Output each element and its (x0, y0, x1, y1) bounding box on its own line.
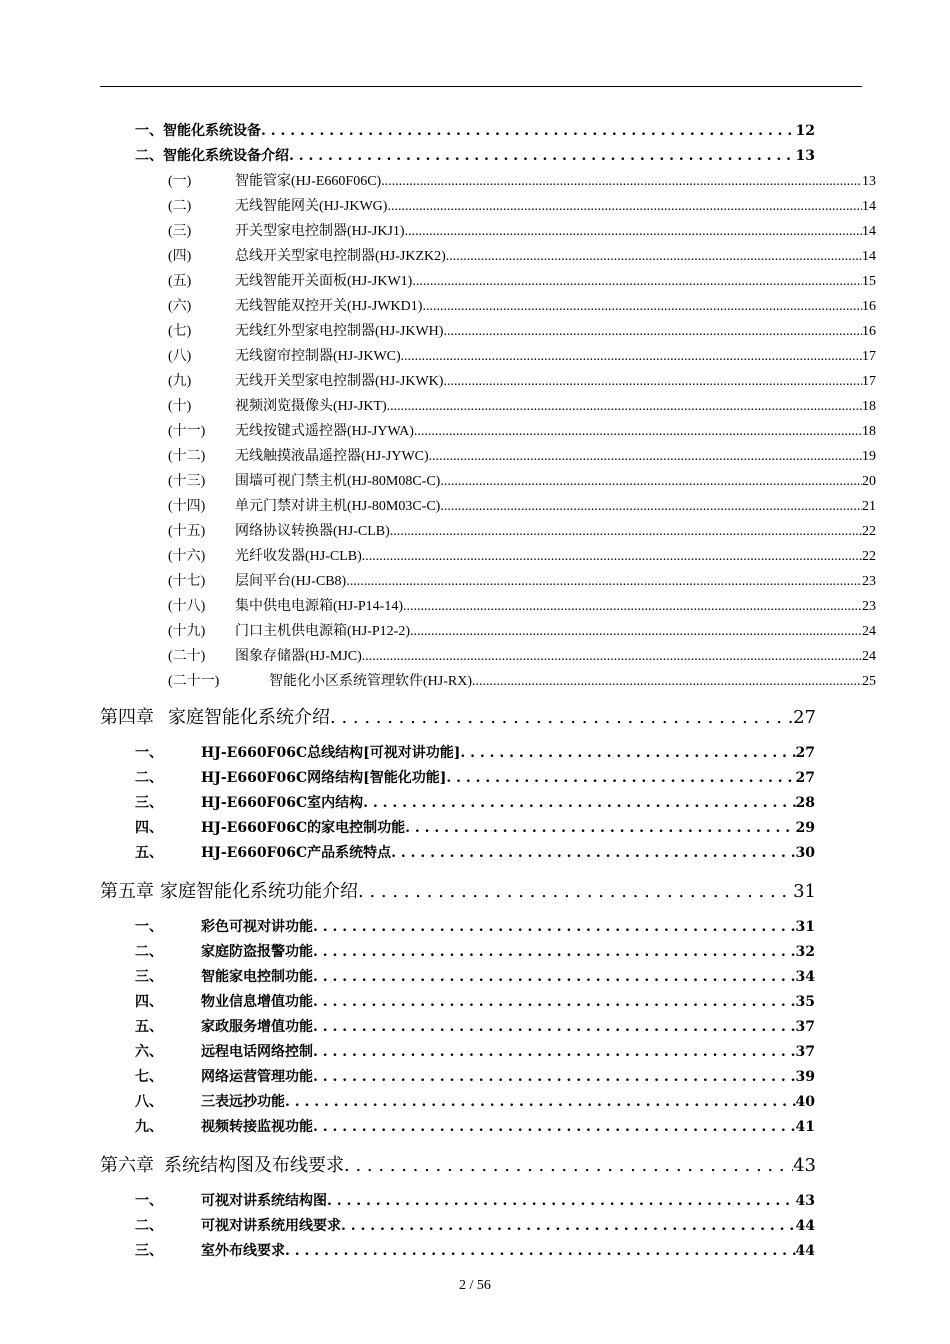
toc-entry-section[interactable] (135, 792, 815, 816)
toc-leader-dots (412, 274, 862, 290)
toc-entry-title: 无线窗帘控制器(HJ-JKWC) (235, 349, 401, 364)
toc-leader-dots (410, 624, 862, 640)
toc-entry-marker: (十) (168, 399, 192, 414)
toc-leader-dots (443, 324, 862, 340)
toc-leader-dots (387, 199, 862, 215)
toc-leader-dots (401, 349, 862, 365)
toc-entry-marker: (一) (168, 174, 192, 189)
toc-entry-device[interactable] (168, 370, 876, 394)
toc-entry-page: 30 (795, 845, 815, 861)
toc-entry-title: 室外布线要求 (201, 1243, 285, 1259)
toc-entry-title: 无线触摸液晶遥控器(HJ-JYWC) (235, 449, 429, 464)
toc-entry-marker: 二、 (135, 148, 163, 164)
toc-entry-title: HJ-E660F06C网络结构[智能化功能] (201, 770, 447, 786)
toc-entry-marker: (四) (168, 249, 192, 264)
toc-entry-section[interactable] (135, 1215, 815, 1239)
toc-entry-title: 可视对讲系统结构图 (201, 1193, 327, 1209)
toc-entry-page: 31 (795, 919, 815, 935)
toc-entry-page: 13 (795, 148, 815, 164)
toc-leader-dots (341, 1218, 796, 1234)
toc-entry-page: 22 (862, 524, 876, 539)
toc-chapter-marker: 第四章 (100, 707, 154, 728)
toc-entry-title: 视频转接监视功能 (201, 1119, 313, 1135)
toc-entry-section[interactable] (135, 966, 815, 990)
toc-entry-section[interactable] (135, 991, 815, 1015)
toc-leader-dots (472, 674, 862, 690)
toc-entry-marker: 四、 (135, 994, 163, 1010)
toc-entry-marker: (七) (168, 324, 192, 339)
toc-leader-dots (391, 845, 795, 861)
toc-leader-dots (358, 881, 793, 902)
toc-entry-page: 28 (795, 795, 815, 811)
toc-entry-marker: (十二) (168, 449, 206, 464)
toc-entry-page: 29 (795, 820, 815, 836)
toc-entry-section[interactable] (135, 1240, 815, 1264)
toc-entry-section[interactable] (135, 120, 815, 144)
toc-leader-dots (313, 919, 796, 935)
toc-entry-page: 25 (862, 674, 876, 689)
toc-entry-marker: (十一) (168, 424, 206, 439)
toc-leader-dots (390, 524, 862, 540)
toc-entry-title: 可视对讲系统用线要求 (201, 1218, 341, 1234)
toc-entry-marker: 五、 (135, 845, 163, 861)
toc-entry-page: 39 (795, 1069, 815, 1085)
toc-entry-page: 13 (862, 174, 876, 189)
toc-entry-page: 17 (862, 349, 876, 364)
toc-entry-page: 22 (862, 549, 876, 564)
toc-chapter-marker: 第五章 (100, 881, 154, 902)
toc-entry-section[interactable] (135, 1016, 815, 1040)
toc-entry-page: 32 (795, 944, 815, 960)
toc-entry-section[interactable] (135, 1190, 815, 1214)
toc-leader-dots (422, 299, 862, 315)
toc-entry-device[interactable] (168, 245, 876, 269)
toc-entry-marker: 二、 (135, 1218, 163, 1234)
toc-leader-dots (446, 770, 795, 786)
toc-chapter-page: 43 (793, 1155, 816, 1176)
toc-entry-page: 35 (795, 994, 815, 1010)
header-rule (100, 86, 862, 87)
toc-chapter-title: 家庭智能化系统介绍 (168, 707, 330, 728)
toc-entry-marker: 三、 (135, 969, 163, 985)
toc-entry-title: 无线智能开关面板(HJ-JKW1) (235, 274, 413, 289)
toc-entry-page: 12 (795, 123, 815, 139)
toc-entry-title: 远程电话网络控制 (201, 1044, 313, 1060)
toc-entry-marker: (五) (168, 274, 192, 289)
toc-entry-title: 无线红外型家电控制器(HJ-JKWH) (235, 324, 444, 339)
toc-leader-dots (363, 795, 795, 811)
toc-leader-dots (443, 374, 862, 390)
toc-leader-dots (414, 424, 862, 440)
toc-entry-marker: (六) (168, 299, 192, 314)
toc-entry-marker: 九、 (135, 1119, 163, 1135)
toc-entry-page: 18 (862, 424, 876, 439)
toc-entry-page: 41 (795, 1119, 815, 1135)
toc-entry-section[interactable] (135, 1091, 815, 1115)
toc-entry-marker: (三) (168, 224, 192, 239)
toc-entry-page: 24 (862, 624, 876, 639)
toc-entry-page: 27 (795, 745, 815, 761)
toc-entry-device[interactable] (168, 445, 876, 469)
toc-entry-device[interactable] (168, 420, 876, 444)
toc-entry-section[interactable] (135, 767, 815, 791)
toc-entry-device[interactable] (168, 545, 876, 569)
toc-leader-dots (346, 574, 862, 590)
toc-entry-page: 34 (795, 969, 815, 985)
toc-entry-title: 智能化小区系统管理软件(HJ-RX) (269, 674, 472, 689)
toc-entry-page: 44 (795, 1243, 815, 1259)
toc-entry-device[interactable] (168, 595, 876, 619)
toc-entry-section[interactable] (135, 1066, 815, 1090)
toc-entry-marker: 三、 (135, 1243, 163, 1259)
toc-entry-marker: (十九) (168, 624, 206, 639)
toc-entry-title: 彩色可视对讲功能 (201, 919, 313, 935)
toc-entry-title: 光纤收发器(HJ-CLB) (235, 549, 362, 564)
toc-entry-title: HJ-E660F06C产品系统特点 (201, 845, 392, 861)
toc-entry-marker: 七、 (135, 1069, 163, 1085)
toc-entry-title: 无线按键式遥控器(HJ-JYWA) (235, 424, 414, 439)
toc-entry-marker: (二十) (168, 649, 206, 664)
toc-entry-title: 总线开关型家电控制器(HJ-JKZK2) (235, 249, 446, 264)
toc-leader-dots (405, 820, 795, 836)
toc-entry-title: 智能化系统设备介绍 (163, 148, 289, 164)
toc-entry-page: 40 (795, 1094, 815, 1110)
toc-entry-chapter[interactable] (100, 1151, 816, 1179)
toc-entry-marker: (十六) (168, 549, 206, 564)
toc-entry-title: 网络运营管理功能 (201, 1069, 313, 1085)
toc-entry-page: 21 (862, 499, 876, 514)
toc-entry-marker: (二十一) (168, 674, 220, 689)
toc-leader-dots (429, 449, 862, 465)
toc-chapter-marker: 第六章 (100, 1155, 154, 1176)
toc-entry-section[interactable] (135, 1041, 815, 1065)
toc-entry-page: 19 (862, 449, 876, 464)
toc-entry-section[interactable] (135, 742, 815, 766)
toc-entry-marker: 八、 (135, 1094, 163, 1110)
toc-chapter-title: 家庭智能化系统功能介绍 (160, 881, 358, 902)
toc-leader-dots (440, 474, 862, 490)
toc-entry-marker: 五、 (135, 1019, 163, 1035)
toc-chapter-title: 系统结构图及布线要求 (164, 1155, 344, 1176)
toc-entry-marker: (八) (168, 349, 192, 364)
toc-entry-title: 图象存储器(HJ-MJC) (235, 649, 362, 664)
toc-entry-page: 15 (862, 274, 876, 289)
toc-leader-dots (403, 599, 862, 615)
toc-leader-dots (405, 224, 862, 240)
toc-leader-dots (327, 1193, 796, 1209)
toc-entry-page: 43 (795, 1193, 815, 1209)
toc-entry-device[interactable] (168, 320, 876, 344)
toc-entry-marker: 一、 (135, 919, 163, 935)
toc-entry-title: 物业信息增值功能 (201, 994, 313, 1010)
toc-entry-marker: (九) (168, 374, 192, 389)
toc-entry-page: 44 (795, 1218, 815, 1234)
toc-entry-section[interactable] (135, 145, 815, 169)
toc-entry-page: 14 (862, 224, 876, 239)
toc-entry-device[interactable] (168, 670, 876, 694)
toc-entry-title: 三表远抄功能 (201, 1094, 285, 1110)
toc-entry-marker: (十三) (168, 474, 206, 489)
toc-entry-section[interactable] (135, 1116, 815, 1140)
toc-leader-dots (460, 745, 795, 761)
toc-entry-section[interactable] (135, 817, 815, 841)
toc-leader-dots (313, 1069, 796, 1085)
toc-entry-title: 层间平台(HJ-CB8) (235, 574, 347, 589)
toc-leader-dots (285, 1094, 796, 1110)
toc-entry-chapter[interactable] (100, 877, 816, 905)
toc-entry-title: 无线智能双控开关(HJ-JWKD1) (235, 299, 423, 314)
toc-entry-section[interactable] (135, 916, 815, 940)
toc-entry-device[interactable] (168, 345, 876, 369)
toc-entry-title: HJ-E660F06C室内结构 (201, 795, 364, 811)
toc-entry-title: HJ-E660F06C总线结构[可视对讲功能] (201, 745, 461, 761)
toc-leader-dots (387, 399, 862, 415)
toc-entry-title: 家政服务增值功能 (201, 1019, 313, 1035)
toc-entry-page: 23 (862, 599, 876, 614)
toc-entry-title: 无线开关型家电控制器(HJ-JKWK) (235, 374, 444, 389)
toc-entry-title: 家庭防盗报警功能 (201, 944, 313, 960)
toc-entry-title: 单元门禁对讲主机(HJ-80M03C-C) (235, 499, 441, 514)
toc-entry-page: 17 (862, 374, 876, 389)
toc-entry-page: 27 (795, 770, 815, 786)
toc-entry-page: 14 (862, 249, 876, 264)
toc-entry-title: 视频浏览摄像头(HJ-JKT) (235, 399, 387, 414)
toc-leader-dots (313, 1119, 796, 1135)
toc-entry-title: 智能化系统设备 (163, 123, 261, 139)
toc-chapter-page: 31 (793, 881, 816, 902)
toc-entry-marker: 二、 (135, 944, 163, 960)
toc-leader-dots (330, 707, 793, 728)
toc-entry-marker: 二、 (135, 770, 163, 786)
toc-entry-device[interactable] (168, 395, 876, 419)
toc-entry-marker: 一、 (135, 123, 163, 139)
toc-leader-dots (440, 499, 862, 515)
toc-leader-dots (446, 249, 862, 265)
toc-entry-marker: (十七) (168, 574, 206, 589)
toc-entry-marker: 一、 (135, 745, 163, 761)
toc-entry-device[interactable] (168, 195, 876, 219)
toc-entry-page: 18 (862, 399, 876, 414)
toc-entry-chapter[interactable] (100, 703, 816, 731)
toc-leader-dots (285, 1243, 796, 1259)
toc-leader-dots (313, 994, 796, 1010)
toc-entry-marker: 三、 (135, 795, 163, 811)
toc-entry-title: 无线智能网关(HJ-JKWG) (235, 199, 388, 214)
toc-entry-section[interactable] (135, 842, 815, 866)
toc-entry-title: 智能家电控制功能 (201, 969, 313, 985)
toc-entry-marker: (十八) (168, 599, 206, 614)
toc-entry-page: 14 (862, 199, 876, 214)
toc-entry-marker: 四、 (135, 820, 163, 836)
toc-leader-dots (362, 649, 862, 665)
toc-entry-page: 24 (862, 649, 876, 664)
toc-entry-device[interactable] (168, 570, 876, 594)
toc-entry-page: 16 (862, 299, 876, 314)
toc-entry-title: 开关型家电控制器(HJ-JKJ1) (235, 224, 405, 239)
toc-entry-section[interactable] (135, 941, 815, 965)
toc-entry-marker: (二) (168, 199, 192, 214)
toc-entry-device[interactable] (168, 645, 876, 669)
toc-entry-page: 37 (795, 1044, 815, 1060)
toc-leader-dots (313, 969, 796, 985)
toc-entry-device[interactable] (168, 495, 876, 519)
toc-entry-title: 网络协议转换器(HJ-CLB) (235, 524, 390, 539)
toc-entry-page: 20 (862, 474, 876, 489)
toc-entry-marker: (十四) (168, 499, 206, 514)
toc-leader-dots (313, 1019, 796, 1035)
toc-entry-page: 37 (795, 1019, 815, 1035)
toc-entry-device[interactable] (168, 470, 876, 494)
toc-leader-dots (362, 549, 862, 565)
toc-leader-dots (344, 1155, 793, 1176)
toc-entry-page: 23 (862, 574, 876, 589)
toc-entry-marker: 一、 (135, 1193, 163, 1209)
toc-leader-dots (261, 123, 796, 139)
toc-leader-dots (313, 1044, 796, 1060)
toc-entry-title: HJ-E660F06C的家电控制功能 (201, 820, 406, 836)
toc-entry-title: 围墙可视门禁主机(HJ-80M08C-C) (235, 474, 441, 489)
toc-leader-dots (289, 148, 796, 164)
toc-entry-title: 智能管家(HJ-E660F06C) (235, 174, 382, 189)
toc-entry-device[interactable] (168, 270, 876, 294)
toc-entry-marker: (十五) (168, 524, 206, 539)
page-number-indicator: 2 / 56 (459, 1278, 491, 1293)
toc-entry-device[interactable] (168, 295, 876, 319)
toc-entry-device[interactable] (168, 620, 876, 644)
toc-entry-title: 门口主机供电源箱(HJ-P12-2) (235, 624, 410, 639)
toc-entry-title: 集中供电电源箱(HJ-P14-14) (235, 599, 403, 614)
toc-leader-dots (381, 174, 862, 190)
toc-entry-device[interactable] (168, 220, 876, 244)
toc-entry-marker: 六、 (135, 1044, 163, 1060)
toc-entry-page: 16 (862, 324, 876, 339)
toc-chapter-page: 27 (793, 707, 816, 728)
toc-entry-device[interactable] (168, 170, 876, 194)
toc-entry-device[interactable] (168, 520, 876, 544)
toc-leader-dots (313, 944, 796, 960)
